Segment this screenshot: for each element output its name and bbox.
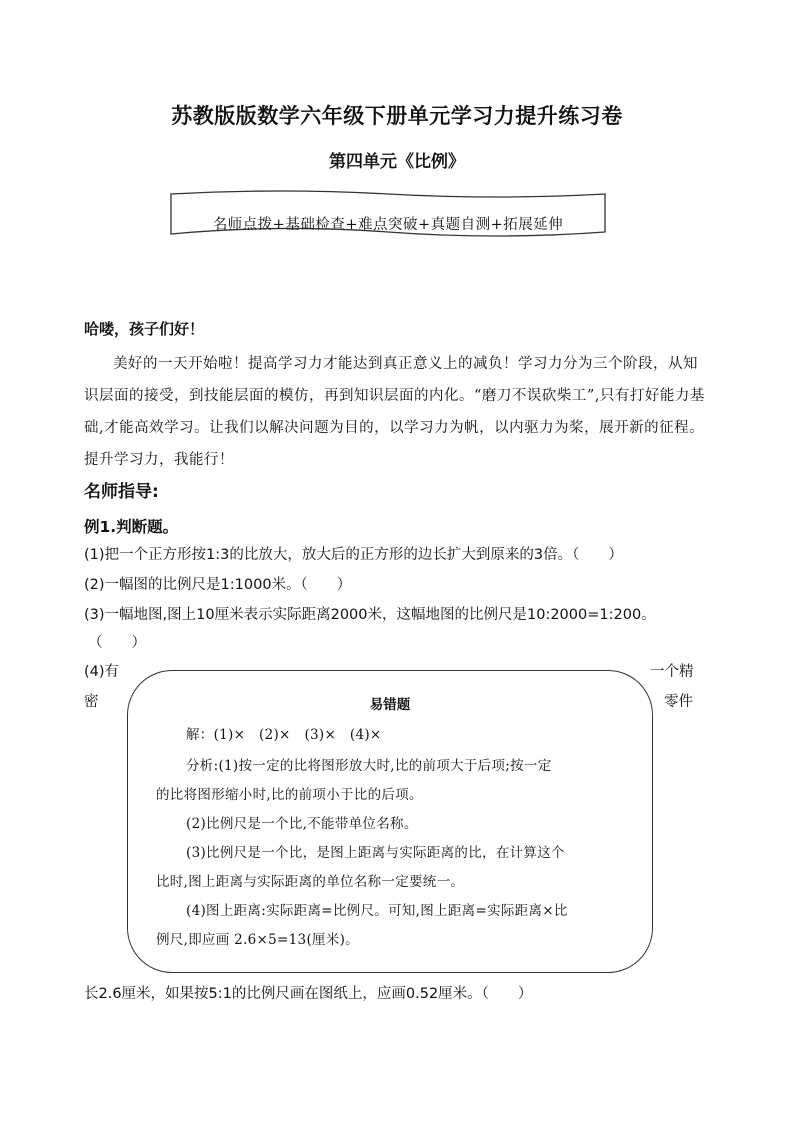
answer-box bbox=[127, 670, 653, 973]
answer-line: (2)比例尺是一个比,不能带单位名称。 bbox=[186, 816, 418, 832]
answer-box-title: 易错题 bbox=[369, 697, 411, 713]
answer-line: 分析:(1)按一定的比将图形放大时,比的前项大于后项;按一定 bbox=[186, 758, 552, 774]
question-4-fragment: 密 bbox=[84, 694, 99, 710]
document-title: 苏教版版数学六年级下册单元学习力提升练习卷 bbox=[171, 104, 623, 128]
question-1: (1)把一个正方形按1:3的比放大，放大后的正方形的边长扩大到原来的3倍。（ ） bbox=[84, 547, 623, 563]
document-subtitle: 第四单元《比例》 bbox=[329, 152, 465, 172]
example-title: 例1.判断题。 bbox=[84, 518, 179, 536]
greeting: 哈喽，孩子们好！ bbox=[84, 320, 205, 338]
answer-line: 比时,图上距离与实际距离的单位名称一定要统一。 bbox=[156, 874, 465, 890]
question-4-fragment: 一个精 bbox=[650, 664, 694, 680]
question-4-fragment: (4)有 bbox=[84, 664, 120, 680]
question-2: (2)一幅图的比例尺是1:1000米。（ ） bbox=[84, 577, 352, 593]
answer-line: 的比将图形缩小时,比的前项小于比的后项。 bbox=[156, 787, 423, 803]
question-4-continuation: 长2.6厘米，如果按5:1的比例尺画在图纸上，应画0.52厘米。（ ） bbox=[84, 986, 533, 1002]
guide-heading: 名师指导: bbox=[84, 482, 159, 502]
intro-paragraph: 美好的一天开始啦！提高学习力才能达到真正意义上的减负！学习力分为三个阶段，从知识层面的接受，到技能层面的模仿，再到知识层面的内化。“磨刀不误砍柴工”,只有打好能力基础,才能高效学习。让我们以解决问题为目的，以学习力为帆，以内驱力为桨，展开新的征程。提升学习力，我能行！ bbox=[84, 356, 705, 468]
answer-line: (4)图上距离:实际距离=比例尺。可知,图上距离=实际距离×比 bbox=[186, 903, 568, 919]
answer-line: 解：(1)× (2)× (3)× (4)× bbox=[186, 727, 382, 743]
answer-line: 例尺,即应画 2.6×5=13(厘米)。 bbox=[156, 932, 359, 948]
answer-line: (3)比例尺是一个比，是图上距离与实际距离的比，在计算这个 bbox=[186, 845, 565, 861]
banner-text: 名师点拨+基础检查+难点突破+真题自测+拓展延伸 bbox=[212, 217, 564, 233]
question-3-bracket: （ ） bbox=[88, 635, 146, 651]
question-3: (3)一幅地图,图上10厘米表示实际距离2000米，这幅地图的比例尺是10:2000=1:200。 bbox=[84, 607, 656, 623]
question-4-fragment: 零件 bbox=[664, 694, 693, 710]
